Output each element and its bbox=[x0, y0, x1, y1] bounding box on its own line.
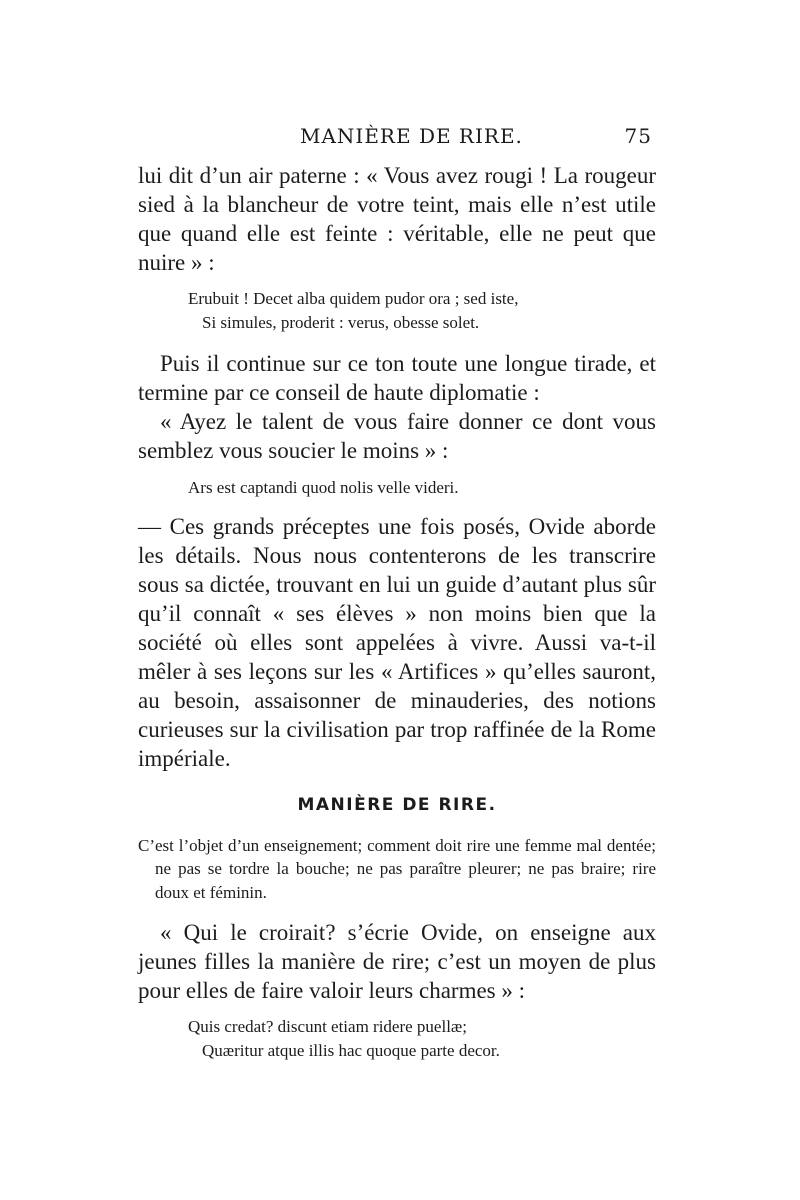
verse-line: Si simules, proderit : verus, obesse solet. bbox=[202, 312, 480, 332]
verse-line: Quis credat? discunt etiam ridere puellæ; bbox=[188, 1017, 467, 1036]
verse-line: Erubuit ! Decet alba quidem pudor ora ; sed iste, bbox=[188, 289, 519, 308]
verse-line: Ars est captandi quod nolis velle videri. bbox=[188, 478, 459, 497]
paragraph-1: lui dit d’un air paterne : « Vous avez rougi ! La rougeur sied à la blancheur de votre teint, mais elle n’est utile que quand elle est feinte : véritable, elle ne peut que nuire » : bbox=[138, 163, 656, 275]
section-heading: MANIÈRE DE RIRE. bbox=[297, 794, 497, 815]
paragraph-4: — Ces grands préceptes une fois posés, Ovide aborde les détails. Nous nous contenterons de les transcrire sous sa dictée, trouvant en lui un guide d’autant plus sûr qu’il connaît « ses élèves » non moins bien que la société où elles sont appelées à vivre. Aussi va-t-il mêler à ses leçons sur les « Artifices » qu’elles sauront, au besoin, assaisonner de minauderies, des notions curieuses sur la civilisation par trop raffinée de la Rome impériale. bbox=[138, 513, 656, 771]
latin-verse-3 bbox=[138, 1015, 656, 1062]
paragraph-5: « Qui le croirait? s’écrie Ovide, on enseigne aux jeunes filles la manière de rire; c’est un moyen de plus pour elles de faire valoir leurs charmes » : bbox=[138, 920, 656, 1003]
page-number: 75 bbox=[624, 124, 652, 148]
running-title: MANIÈRE DE RIRE. bbox=[300, 124, 523, 148]
page-body bbox=[138, 161, 656, 1062]
section-summary: C’est l’objet d’un enseignement; comment doit rire une femme mal dentée; ne pas se tordre la bouche; ne pas paraître pleurer; ne pas braire; rire doux et féminin. bbox=[138, 835, 656, 902]
latin-verse-1 bbox=[138, 287, 656, 334]
verse-line: Quæritur atque illis hac quoque parte decor. bbox=[202, 1040, 500, 1060]
paragraph-2: Puis il continue sur ce ton toute une longue tirade, et termine par ce conseil de haute diplomatie : bbox=[138, 351, 656, 405]
paragraph-3: « Ayez le talent de vous faire donner ce dont vous semblez vous soucier le moins » : bbox=[138, 409, 656, 463]
latin-verse-2 bbox=[138, 476, 656, 500]
